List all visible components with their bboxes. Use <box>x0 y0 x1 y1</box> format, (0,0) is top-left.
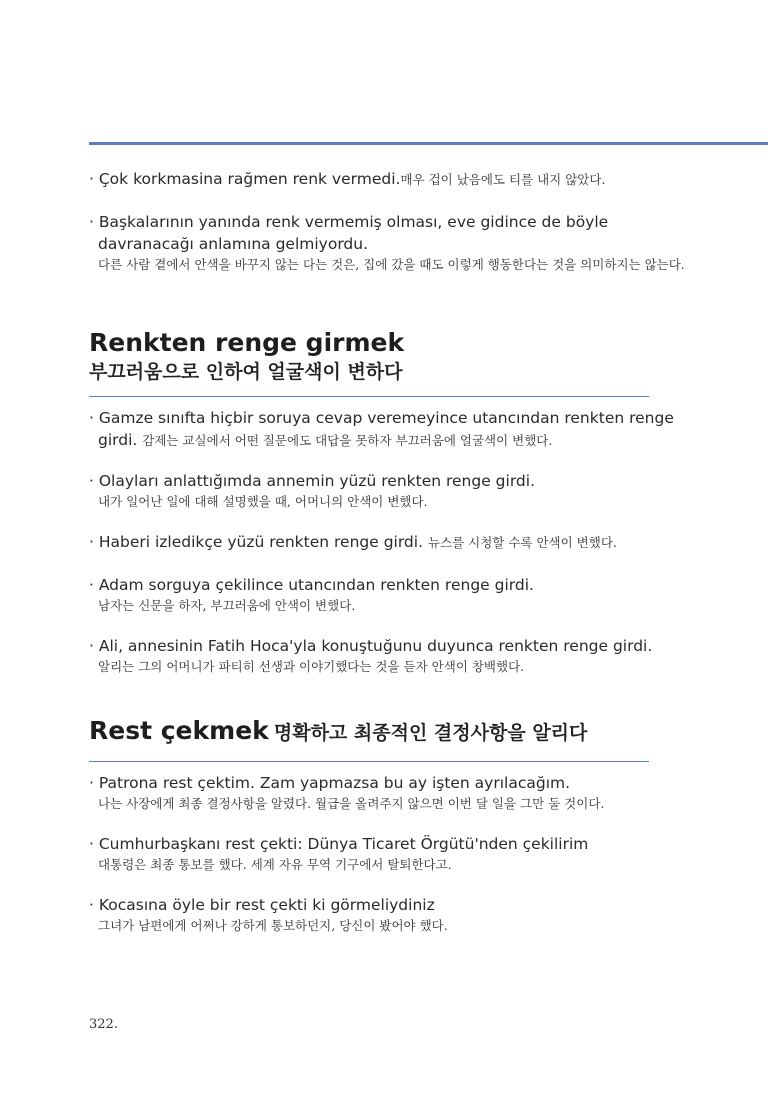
example-korean: 남자는 신문을 하자, 부끄러움에 안색이 변했다. <box>98 598 356 613</box>
example-korean: 매우 겁이 났음에도 티를 내지 않았다. <box>400 172 606 187</box>
example-turkish: · Gamze sınıfta hiçbir soruya cevap veremeyince utancından renkten renge girdi. 감제는 교실에서 어떤 질문에도 대답을 못하자 부끄러움에 얼굴색이 변했다. <box>89 409 674 449</box>
example-korean: 알리는 그의 어머니가 파티히 선생과 이야기했다는 것을 듣자 안색이 창백했다. <box>98 659 525 674</box>
example-item <box>89 894 689 935</box>
example-korean: 나는 사장에게 최종 결정사항을 알렸다. 월급을 올려주지 않으면 이번 달 일을 그만 둘 것이다. <box>98 796 605 811</box>
example-turkish: · Haberi izledikçe yüzü renkten renge girdi. 뉴스를 시청할 수록 안색이 변했다. <box>89 533 617 551</box>
example-korean: 감제는 교실에서 어떤 질문에도 대답을 못하자 부끄러움에 얼굴색이 변했다. <box>142 433 553 448</box>
top-accent-rule <box>89 142 768 145</box>
example-turkish: · Cumhurbaşkanı rest çekti: Dünya Ticaret Örgütü'nden çekilirim <box>89 835 589 853</box>
example-item <box>89 470 689 511</box>
example-turkish: · Adam sorguya çekilince utancından renkten renge girdi. <box>89 576 534 594</box>
example-turkish: · Kocasına öyle bir rest çekti ki görmeliydiniz <box>89 896 435 914</box>
idiom-title: Rest çekmek <box>89 716 269 745</box>
section-heading <box>89 328 689 386</box>
example-korean: 뉴스를 시청할 수록 안색이 변했다. <box>427 535 617 550</box>
idiom-meaning: 부끄러움으로 인하여 얼굴색이 변하다 <box>89 361 403 383</box>
example-korean: 내가 일어난 일에 대해 설명했을 때, 어머니의 안색이 변했다. <box>98 494 428 509</box>
section-heading <box>89 716 689 747</box>
example-korean: 그녀가 남편에게 어쩌나 강하게 통보하던지, 당신이 봤어야 했다. <box>98 918 448 933</box>
example-korean: 대통령은 최종 통보를 했다. 세계 자유 무역 기구에서 탈퇴한다고. <box>98 857 452 872</box>
example-turkish: · Patrona rest çektim. Zam yapmazsa bu ay işten ayrılacağım. <box>89 774 571 792</box>
idiom-title: Renkten renge girmek <box>89 328 405 357</box>
example-turkish: · Olayları anlattığımda annemin yüzü renkten renge girdi. <box>89 472 536 490</box>
example-item <box>89 531 689 554</box>
example-turkish: · Çok korkmasina rağmen renk vermedi.매우 겁이 났음에도 티를 내지 않았다. <box>89 170 606 188</box>
page-number: 322. <box>89 1017 118 1032</box>
example-item <box>89 833 689 874</box>
example-turkish: · Başkalarının yanında renk vermemiş olması, eve gidince de böyle davranacağı anlamına gelmiyordu. <box>89 213 609 253</box>
example-item <box>89 168 689 191</box>
example-item <box>89 635 689 676</box>
example-item <box>89 407 689 452</box>
idiom-meaning: 명확하고 최종적인 결정사항을 알리다 <box>273 722 588 744</box>
example-korean: 다른 사람 곁에서 안색을 바꾸지 않는 다는 것은, 집에 갔을 때도 이렇게 행동한다는 것을 의미하지는 않는다. <box>98 257 685 272</box>
example-turkish: · Ali, annesinin Fatih Hoca'yla konuştuğunu duyunca renkten renge girdi. <box>89 637 653 655</box>
page-content <box>89 168 689 935</box>
example-item <box>89 574 689 615</box>
example-item <box>89 211 689 274</box>
example-item <box>89 772 689 813</box>
